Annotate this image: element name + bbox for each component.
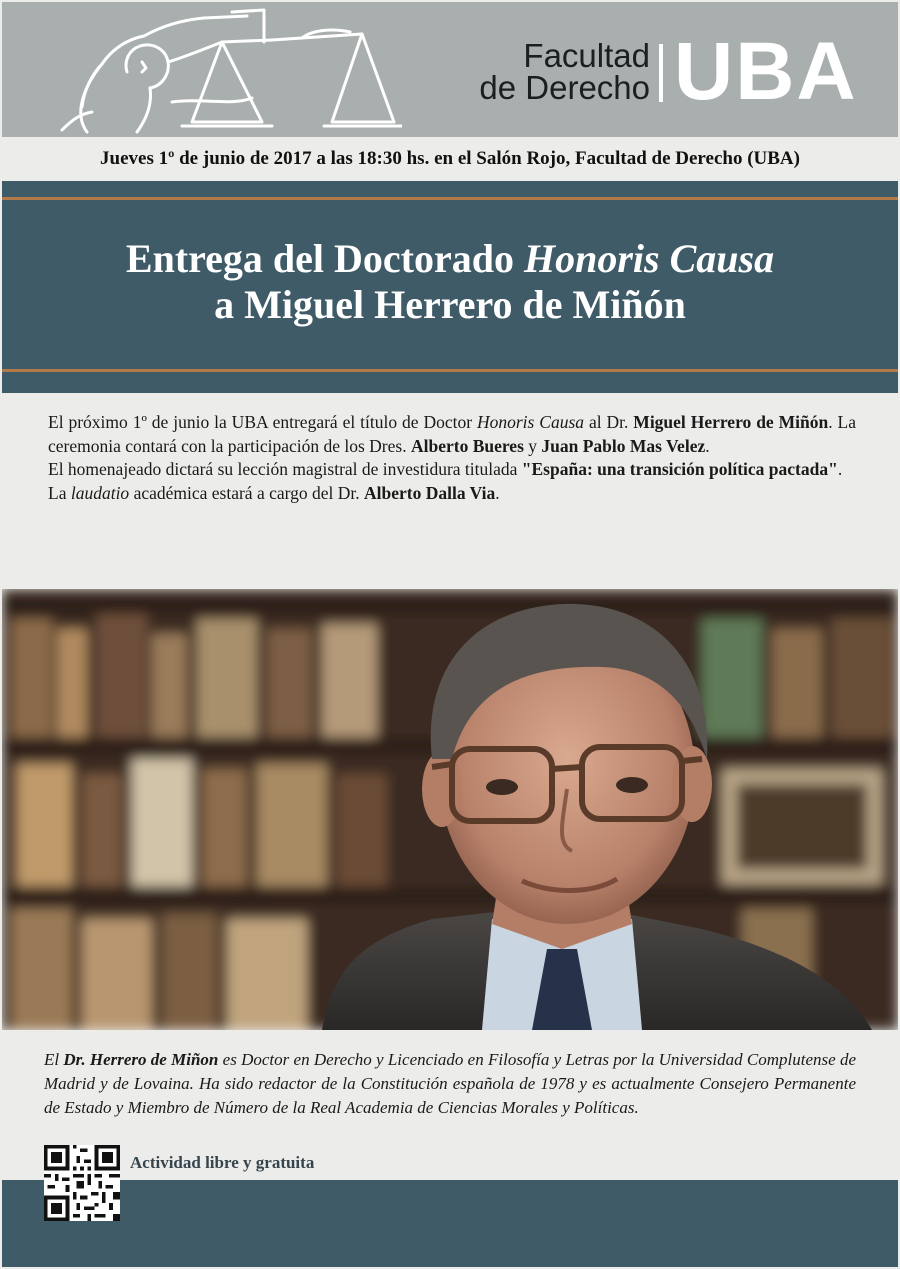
bio-section [2, 1030, 898, 1180]
intro-section [2, 393, 898, 589]
activity-label: Actividad libre y gratuita [130, 1153, 315, 1172]
faculty-line-2: de Derecho [479, 69, 650, 106]
footer-band [2, 1180, 898, 1267]
title-line-1: Entrega del Doctorado Honoris Causa [125, 236, 775, 281]
page-title [2, 236, 898, 328]
intro-paragraph-2: El homenajeado dictará su lección magistral de investidura titulada "España: una transición política pactada". [48, 459, 843, 479]
title-band [2, 181, 898, 393]
title-line-2: a Miguel Herrero de Miñón [214, 282, 686, 327]
portrait-photo [2, 589, 898, 1030]
bio-text: El Dr. Herrero de Miñon es Doctor en Derecho y Licenciado en Filosofía y Letras por la Universidad Complutense de Madrid y de Lovaina. Ha sido redactor de la Constitución española de 1978 y es actualmente Consejero Permanente de Estado y Miembro de Número de la Real Academia de Ciencias Morales y Políticas. [44, 1050, 857, 1117]
intro-text [48, 411, 856, 505]
lady-justice-scales-icon [32, 2, 402, 137]
portrait-illustration [2, 589, 898, 1030]
event-date-line: Jueves 1º de junio de 2017 a las 18:30 hs. en el Salón Rojo, Facultad de Derecho (UBA) [2, 137, 898, 181]
accent-line-bottom [2, 369, 898, 372]
qr-code-icon [44, 1145, 120, 1221]
intro-paragraph-3: La laudatio académica estará a cargo del Dr. Alberto Dalla Via. [48, 482, 500, 503]
faculty-name [460, 37, 650, 106]
header-divider [659, 44, 663, 102]
faculty-line-1: Facultad [523, 37, 650, 74]
header-banner [2, 2, 898, 137]
intro-paragraph-1: El próximo 1º de junio la UBA entregará el título de Doctor Honoris Causa al Dr. Miguel Herrero de Miñón. La ceremonia contará con la participación de los Dres. Alberto Bueres y Juan Pablo Mas Velez. [48, 412, 856, 456]
accent-line-top [2, 197, 898, 200]
uba-logo-text: UBA [674, 26, 858, 117]
